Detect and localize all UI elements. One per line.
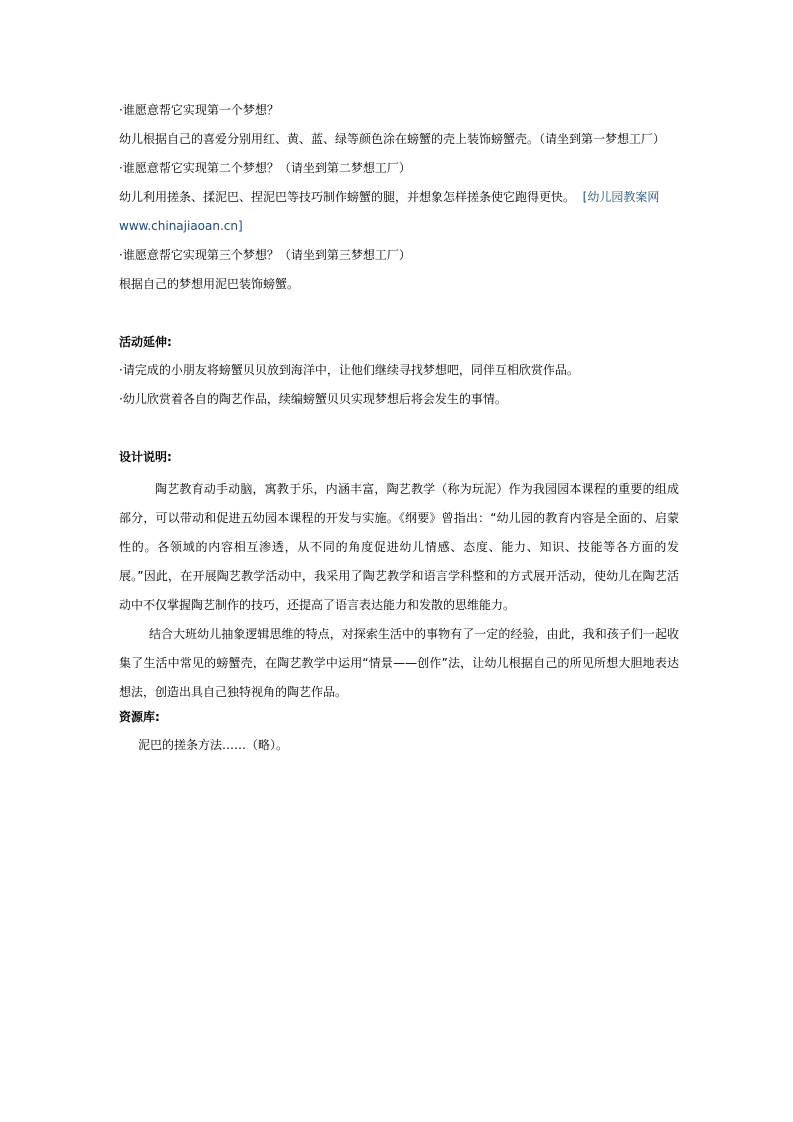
source-link-url[interactable]: www.chinajiaoan.cn] bbox=[119, 219, 243, 233]
extension-heading: 活动延伸: bbox=[119, 335, 172, 349]
extension-item: ·幼儿欣赏着各自的陶艺作品，续编螃蟹贝贝实现梦想后将会发生的事情。 bbox=[119, 392, 507, 406]
spacer bbox=[119, 418, 679, 447]
spacer bbox=[119, 303, 679, 332]
resources-heading: 资源库: bbox=[119, 710, 160, 724]
step-decorate-shell: 幼儿根据自己的喜爱分别用红、黄、蓝、绿等颜色涂在螃蟹的壳上装饰螃蟹壳。（请坐到第一梦想工厂） bbox=[119, 132, 666, 146]
design-paragraph: 陶艺教育动手动脑，寓教于乐，内涵丰富，陶艺教学（称为玩泥）作为我园园本课程的重要的组成部分，可以带动和促进五幼园本课程的开发与实施。《纲要》曾指出：“幼儿园的教育内容是全面的、启蒙性的。各领域的内容相互渗透，从不同的角度促进幼儿情感、态度、能力、知识、技能等各方面的发展。”因此，在开展陶艺教学活动中，我采用了陶艺教学和语言学科整和的方式展开活动，使幼儿在陶艺活动中不仅掌握陶艺制作的技巧，还提高了语言表达能力和发散的思维能力。 bbox=[119, 482, 679, 612]
question-second-dream: ·谁愿意帮它实现第二个梦想？（请坐到第二梦想工厂） bbox=[119, 161, 411, 175]
resources-item: 泥巴的搓条方法……（略）。 bbox=[138, 738, 289, 752]
source-link-url-line bbox=[119, 216, 679, 245]
question-first-dream: ·谁愿意帮它实现第一个梦想？ bbox=[119, 103, 279, 117]
step-make-legs bbox=[119, 187, 679, 216]
step-decorate-crab: 根据自己的梦想用泥巴装饰螃蟹。 bbox=[119, 277, 300, 291]
step-make-legs-text: 幼儿利用搓条、揉泥巴、捏泥巴等技巧制作螃蟹的腿，并想象怎样搓条使它跑得更快。 bbox=[119, 190, 576, 204]
question-third-dream: ·谁愿意帮它实现第三个梦想？（请坐到第三梦想工厂） bbox=[119, 248, 411, 262]
extension-item: ·请完成的小朋友将螃蟹贝贝放到海洋中，让他们继续寻找梦想吧，同伴互相欣赏作品。 bbox=[119, 363, 579, 377]
design-paragraph: 结合大班幼儿抽象逻辑思维的特点，对探索生活中的事物有了一定的经验，由此，我和孩子们一起收集了生活中常见的螃蟹壳，在陶艺教学中运用“情景——创作”法，让幼儿根据自己的所见所想大胆地表达想法，创造出具自己独特视角的陶艺作品。 bbox=[119, 627, 680, 699]
source-link-label[interactable]: [幼儿园教案网 bbox=[582, 190, 660, 204]
design-heading: 设计说明: bbox=[119, 450, 172, 464]
document-body bbox=[119, 100, 679, 764]
